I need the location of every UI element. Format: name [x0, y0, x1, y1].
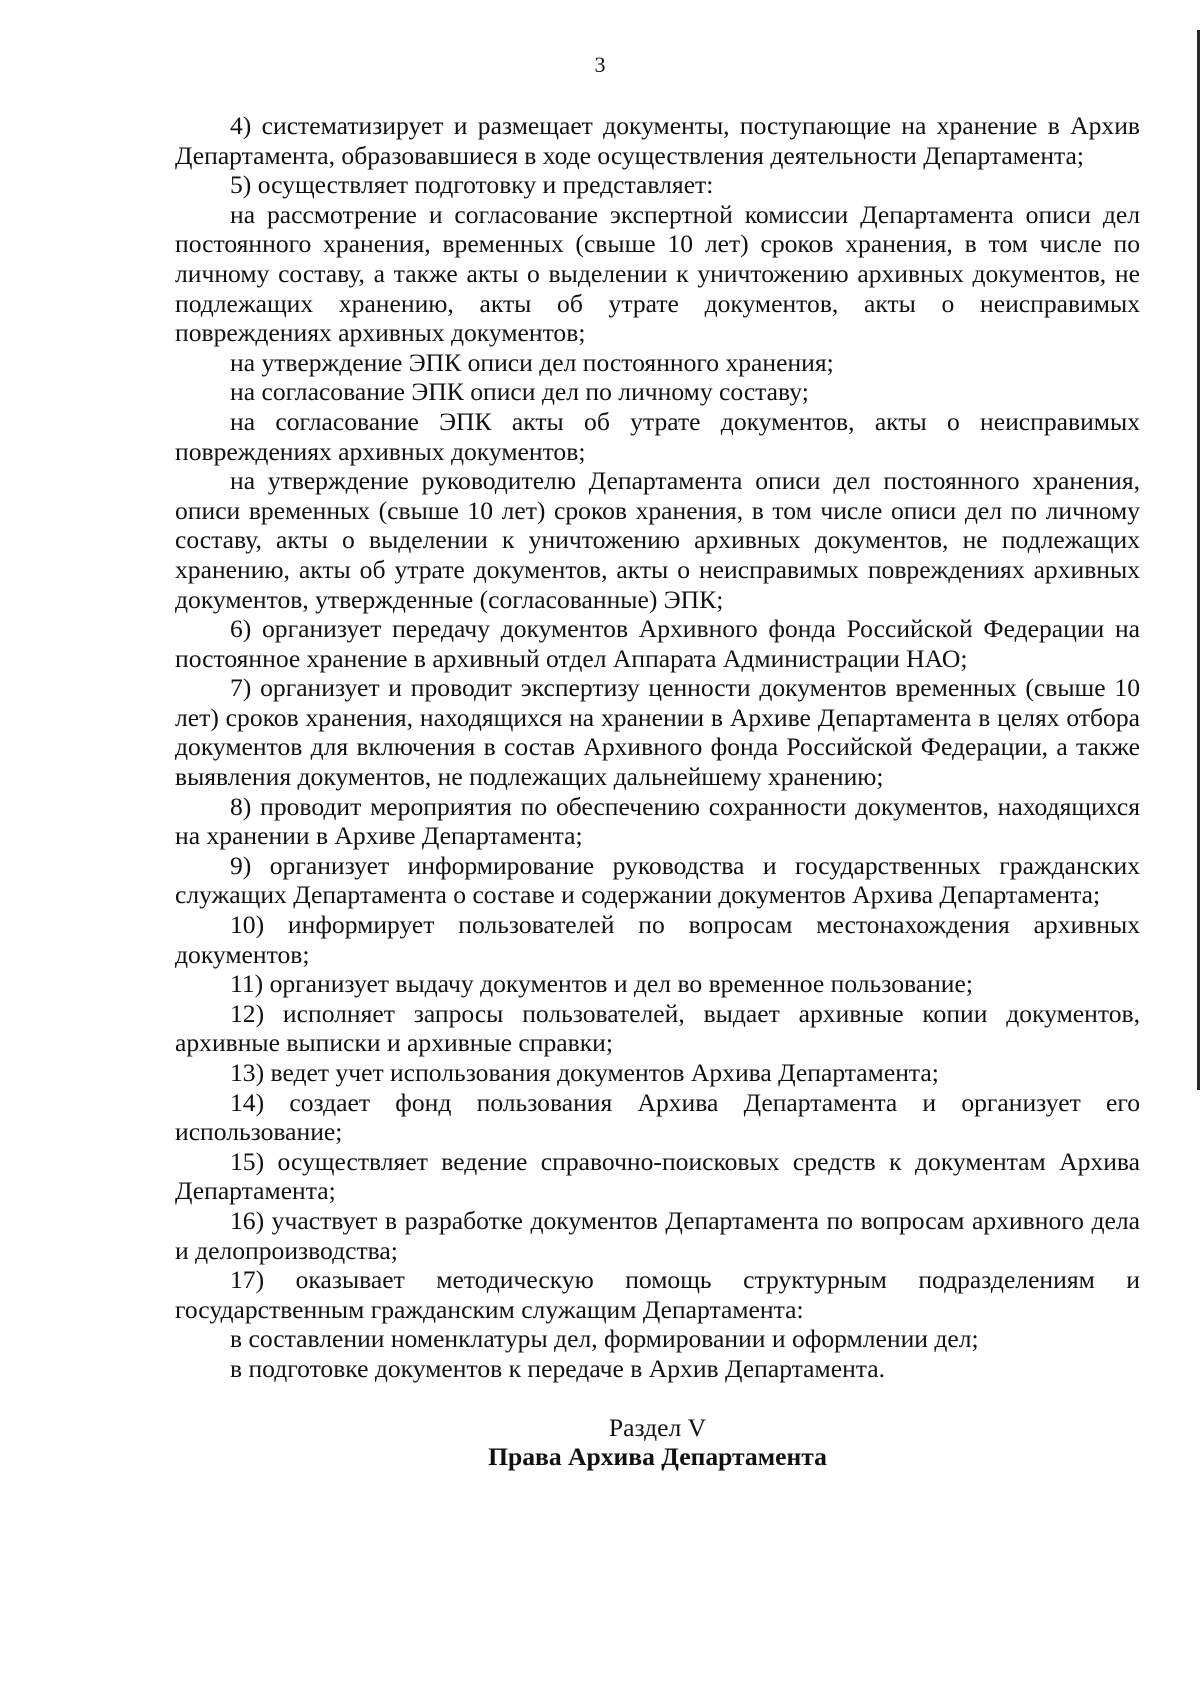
paragraph-item-8: 8) проводит мероприятия по обеспечению сохранности документов, находящихся на хранении в Архиве Департамента;	[175, 791, 1140, 851]
paragraph-item-14: 14) создает фонд пользования Архива Департамента и организует его использование;	[175, 1087, 1140, 1147]
paragraph-item-5: 5) осуществляет подготовку и представляет:	[230, 170, 714, 200]
paragraph-item-13: 13) ведет учет использования документов Архива Департамента;	[230, 1058, 939, 1087]
paragraph-item-11: 11) организует выдачу документов и дел во временное пользование;	[230, 969, 973, 999]
paragraph-item-7: 7) организует и проводит экспертизу ценности документов временных (свыше 10 лет) сроков хранения, находящихся на хранении в Архиве Департамента в целях отбора документов для включения в состав Архивного фонда Российской Федерации, а также выявления документов, не подлежащих дальнейшему хранению;	[175, 673, 1140, 792]
paragraph-item-12: 12) исполняет запросы пользователей, выдает архивные копии документов, архивные выписки и архивные справки;	[175, 998, 1140, 1058]
section-label: Раздел V	[608, 1412, 707, 1442]
paragraph-item-17: 17) оказывает методическую помощь структурным подразделениям и государственным гражданским служащим Департамента:	[175, 1265, 1140, 1324]
page-number: 3	[594, 52, 606, 77]
paragraph-subitem-head-approval: на утверждение руководителю Департамента описи дел постоянного хранения, описи временных (свыше 10 лет) сроков хранения, в том числе описи дел по личному составу, акты о выделении к уничтожению архивных документов, не подлежащих хранению, акты об утрате документов, акты о неисправимых повреждениях архивных документов, утвержденные (согласованные) ЭПК;	[175, 466, 1140, 614]
paragraph-subitem-epk-acts: на согласование ЭПК акты об утрате документов, акты о неисправимых повреждениях архивных документов;	[175, 406, 1140, 466]
paragraph-subitem-transfer-prep: в подготовке документов к передаче в Архив Департамента.	[230, 1353, 886, 1383]
section-title: Права Архива Департамента	[488, 1442, 827, 1472]
paragraph-subitem-epk-personnel: на согласование ЭПК описи дел по личному составу;	[230, 377, 809, 407]
paragraph-item-10: 10) информирует пользователей по вопросам местонахождения архивных документов;	[175, 910, 1140, 969]
document-body	[175, 111, 1140, 1472]
paragraph-item-16: 16) участвует в разработке документов Департамента по вопросам архивного дела и делопроизводства;	[175, 1205, 1140, 1265]
paragraph-subitem-nomenclature: в составлении номенклатуры дел, формировании и оформлении дел;	[230, 1324, 979, 1354]
paragraph-item-15: 15) осуществляет ведение справочно-поисковых средств к документам Архива Департамента;	[175, 1146, 1140, 1206]
paragraph-item-4: 4) систематизирует и размещает документы, поступающие на хранение в Архив Департамента, образовавшиеся в ходе осуществления деятельности Департамента;	[175, 111, 1140, 170]
paragraph-subitem-expert-commission: на рассмотрение и согласование экспертной комиссии Департамента описи дел постоянного хранения, временных (свыше 10 лет) сроков хранения, в том числе по личному составу, а также акты о выделении к уничтожению архивных документов, не подлежащих хранению, акты об утрате документов, акты о неисправимых повреждениях архивных документов;	[175, 199, 1140, 348]
paragraph-item-9: 9) организует информирование руководства и государственных гражданских служащих Департамента о составе и содержании документов Архива Департамента;	[175, 850, 1140, 910]
paragraph-item-6: 6) организует передачу документов Архивного фонда Российской Федерации на постоянное хранение в архивный отдел Аппарата Администрации НАО;	[175, 614, 1140, 673]
paragraph-subitem-epk-approval: на утверждение ЭПК описи дел постоянного хранения;	[230, 347, 834, 377]
